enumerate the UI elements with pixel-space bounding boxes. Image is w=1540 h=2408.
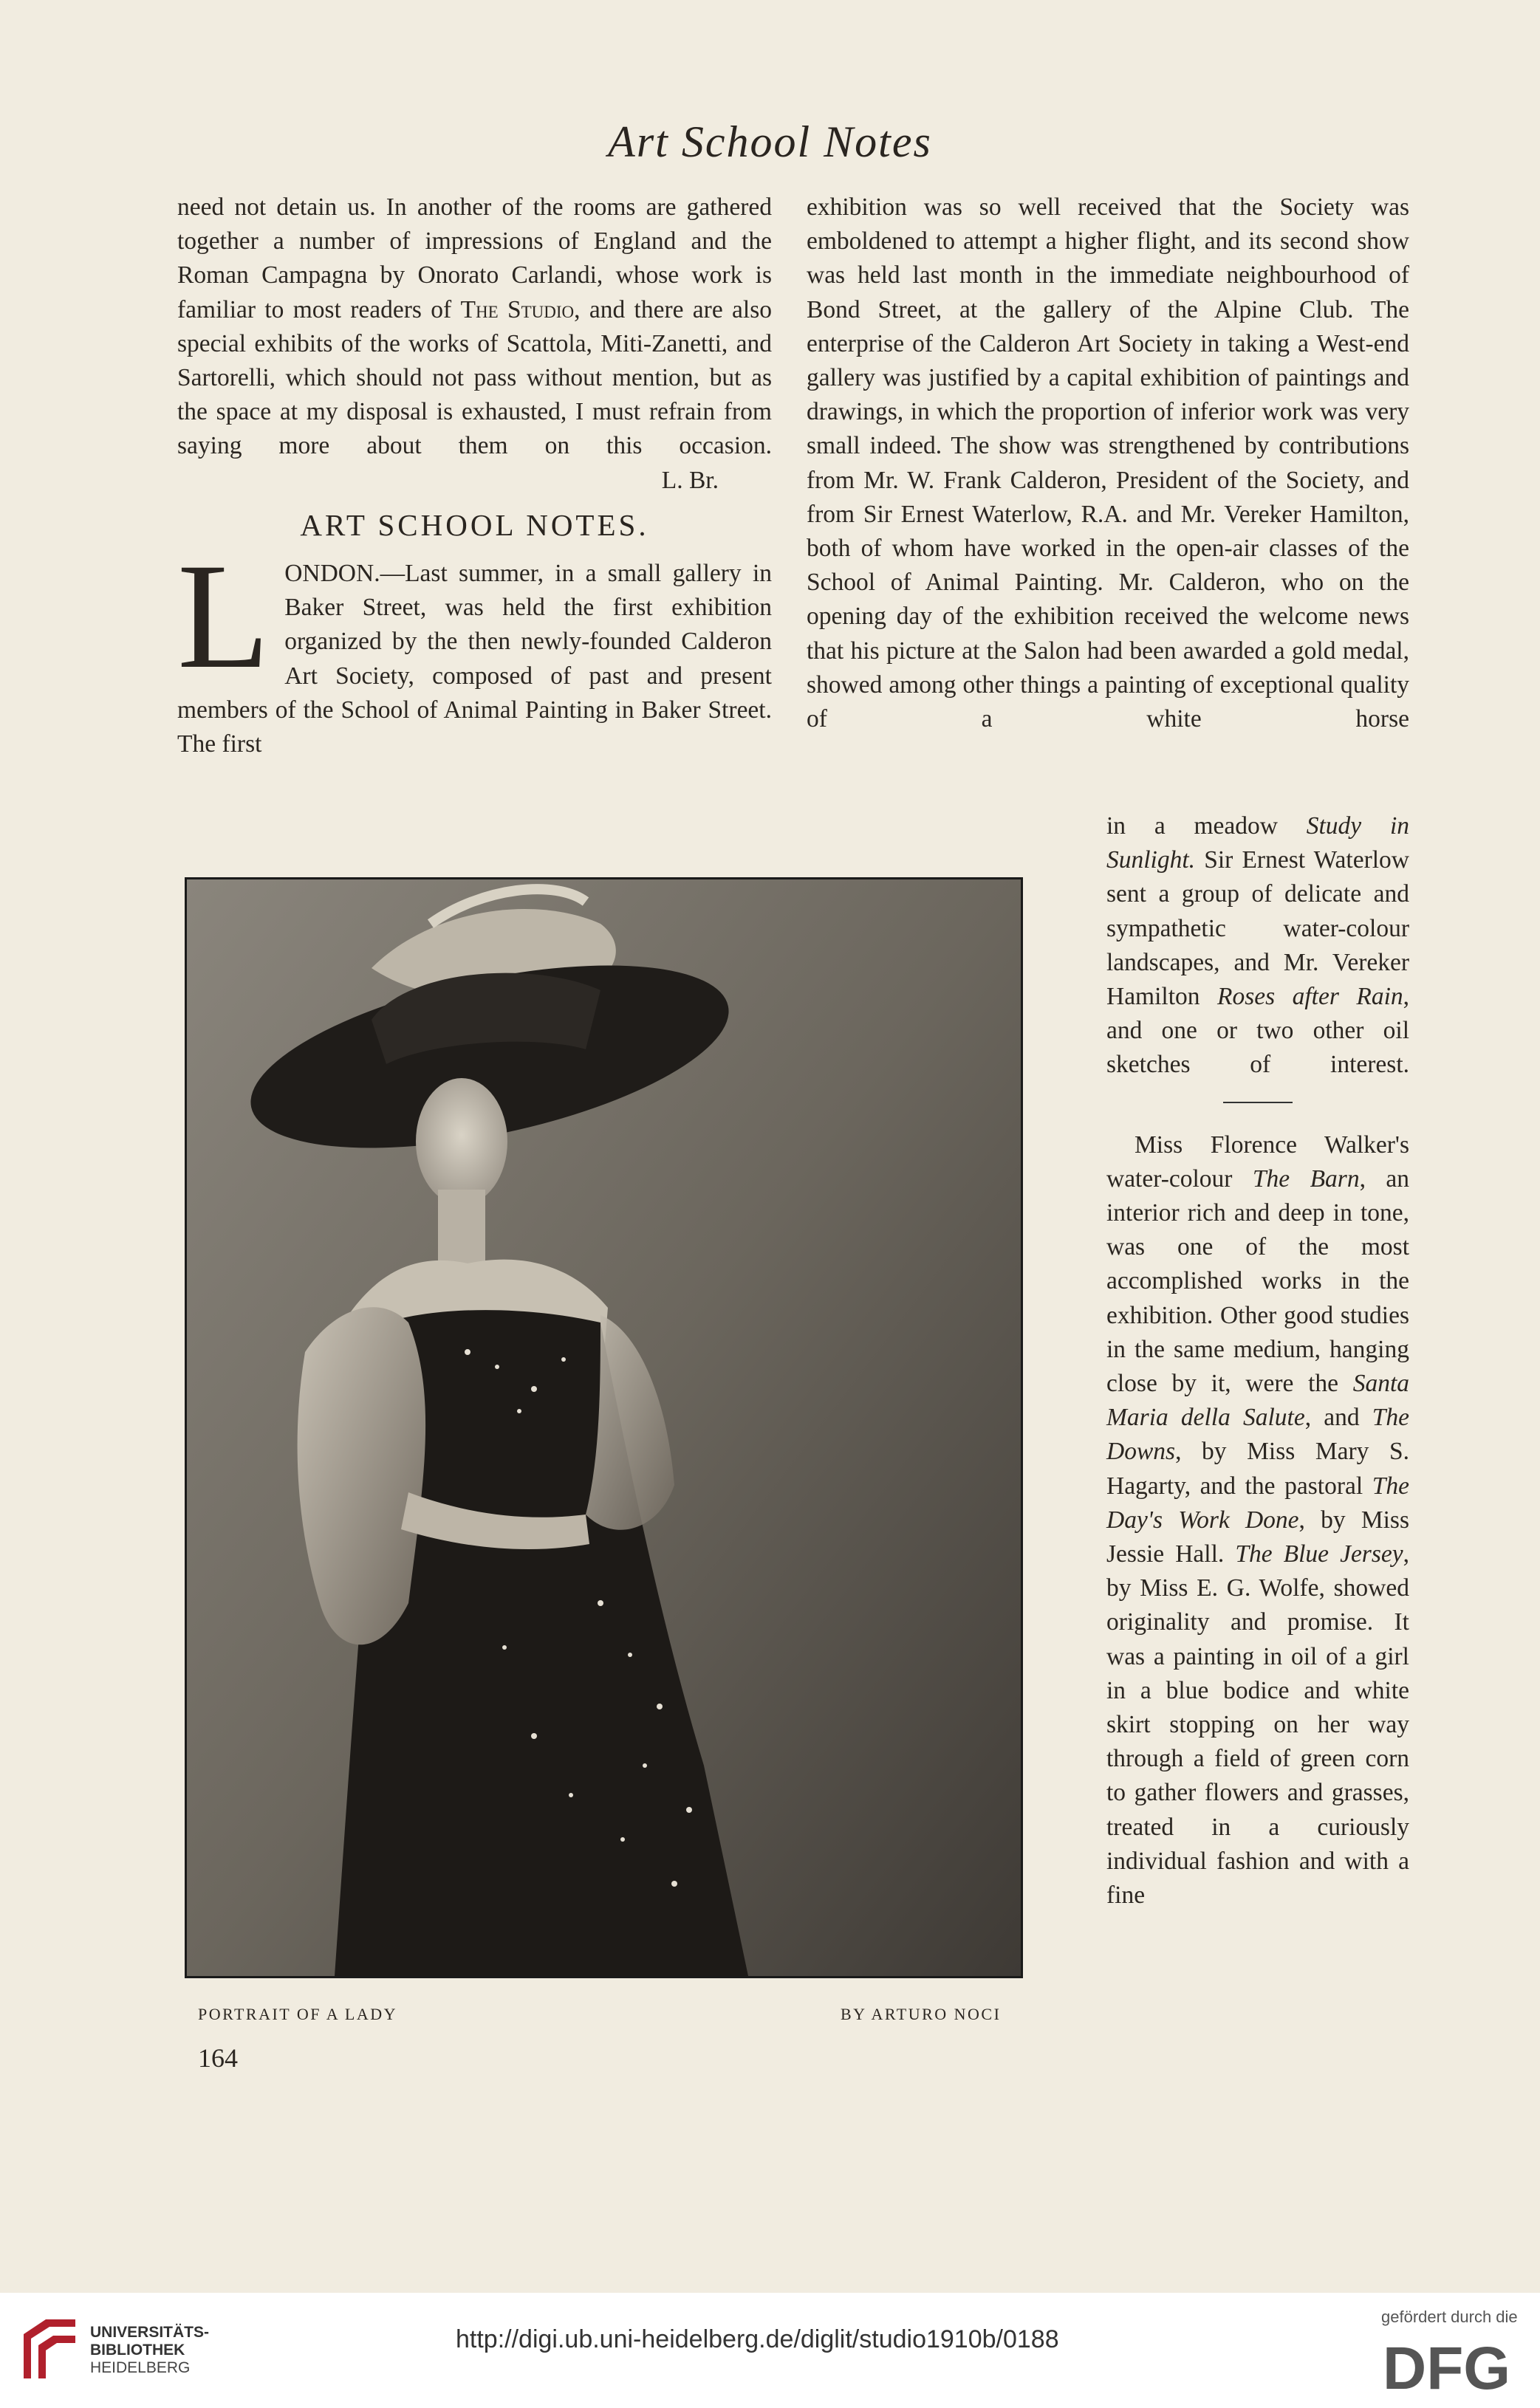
author-signature: L. Br. — [661, 466, 719, 494]
figure-caption-artist: BY ARTURO NOCI — [841, 2005, 1002, 2023]
paragraph-text: , by Miss E. G. Wolfe, showed originality and promise. It was a painting in oil of a girl in a blue bodice and white skirt stopping on her way through a field of green corn to gather flowers and grasses, treated in a curiously individual fashion and with a fine — [1106, 1540, 1409, 1910]
artwork-title: Study in Sunlight. — [1106, 812, 1410, 874]
left-column — [177, 191, 772, 761]
artwork-title: The Barn — [1252, 1164, 1360, 1193]
dfg-logo-icon — [1381, 2331, 1522, 2398]
artwork-title: Roses after Rain — [1217, 983, 1403, 1011]
paragraph-text: , and — [1304, 1404, 1360, 1432]
artwork-title: The Blue Jersey — [1235, 1540, 1403, 1568]
library-name-line: BIBLIOTHEK — [90, 2342, 185, 2359]
funding-note: gefördert durch die — [1381, 2308, 1518, 2326]
right-column — [807, 191, 1409, 736]
portrait-illustration — [185, 877, 1023, 1978]
paragraph — [1106, 809, 1409, 1083]
paragraph-text: , by Miss Mary S. Hagarty, and the pastoral — [1106, 1438, 1409, 1500]
magazine-name: The Studio — [460, 295, 575, 323]
digitization-footer — [0, 2293, 1540, 2408]
figure-caption-title: PORTRAIT OF A LADY — [198, 2005, 398, 2023]
paragraph: exhibition was so well received that the Society was emboldened to attempt a higher flight, and its second show was held last month in the immediate neighbourhood of Bond Street, at the gallery of the Alpine Club. The enterprise of the Calderon Art Society in taking a West-end gallery was justified by a capital exhibition of paintings and drawings, in which the proportion of inferior work was very small indeed. The show was strengthened by contributions from Mr. W. Frank Calderon, President of the Society, and from Sir Ernest Waterlow, R.A. and Mr. Vereker Hamilton, both of whom have worked in the open-air classes of the School of Animal Painting. Mr. Calderon, who on the opening day of the exhibition received the welcome news that his picture at the Salon had been awarded a gold medal, showed among other things a painting of exceptional quality of a white horse — [807, 193, 1409, 733]
paragraph-text: , and there are also special exhibits of the works of Scattola, Miti-Zanetti, and Sartorelli, which should not pass without mention, but as the space at my disposal is exhausted, I must refrain from saying more about them on this occasion. — [177, 295, 772, 460]
running-title: Art School Notes — [608, 117, 932, 166]
paragraph-text: in a meadow — [1106, 812, 1278, 840]
library-name-line: HEIDELBERG — [90, 2359, 191, 2376]
dfg-logo-text: DFG — [1383, 2335, 1511, 2398]
paragraph-text: Sir Ernest Waterlow sent a group of delicate and sympathetic water-colour landscapes, and Mr. Vereker Hamilton — [1106, 846, 1409, 1011]
library-name — [90, 2324, 209, 2377]
paragraph — [1106, 1128, 1409, 1913]
paragraph-text: need not detain us. In another of the rooms are gathered together a number of impressions of England and the Roman Campagna by Onorato Carlandi, whose work is familiar to most readers of — [177, 193, 772, 323]
section-heading: ART SCHOOL NOTES. — [300, 507, 649, 542]
permalink-url[interactable]: http://digi.ub.uni-heidelberg.de/diglit/studio1910b/0188 — [456, 2325, 1059, 2353]
article-opening — [177, 532, 772, 761]
paragraph-text: , an interior rich and deep in tone, was one of the most accomplished works in the exhibition. Other good studies in the same medium, hanging close by it, were the — [1106, 1164, 1410, 1398]
library-logo-icon — [16, 2312, 83, 2386]
page-number: 164 — [198, 2043, 238, 2073]
artwork-title: The Day's Work Done — [1106, 1472, 1409, 1534]
divider-rule — [1223, 1102, 1293, 1103]
paragraph-text: , by Miss Jessie Hall. — [1106, 1506, 1410, 1568]
artwork-title: Santa Maria della Salute — [1106, 1370, 1409, 1432]
paragraph — [177, 191, 772, 464]
paragraph-text: Miss Florence Walker's water-colour — [1106, 1131, 1409, 1193]
paragraph-text: , and one or two other oil sketches of interest. — [1106, 983, 1410, 1079]
narrow-column — [1106, 809, 1409, 1913]
paragraph: ONDON.—Last summer, in a small gallery in Baker Street, was held the first exhibition organized by the then newly-founded Calderon Art Society, composed of past and present members of the School of Animal Painting in Baker Street. The first — [177, 560, 772, 758]
artwork-title: The Downs — [1106, 1404, 1410, 1466]
library-name-line: UNIVERSITÄTS- — [90, 2324, 210, 2341]
portrait-image — [187, 879, 1021, 1976]
drop-cap: L — [177, 532, 270, 701]
